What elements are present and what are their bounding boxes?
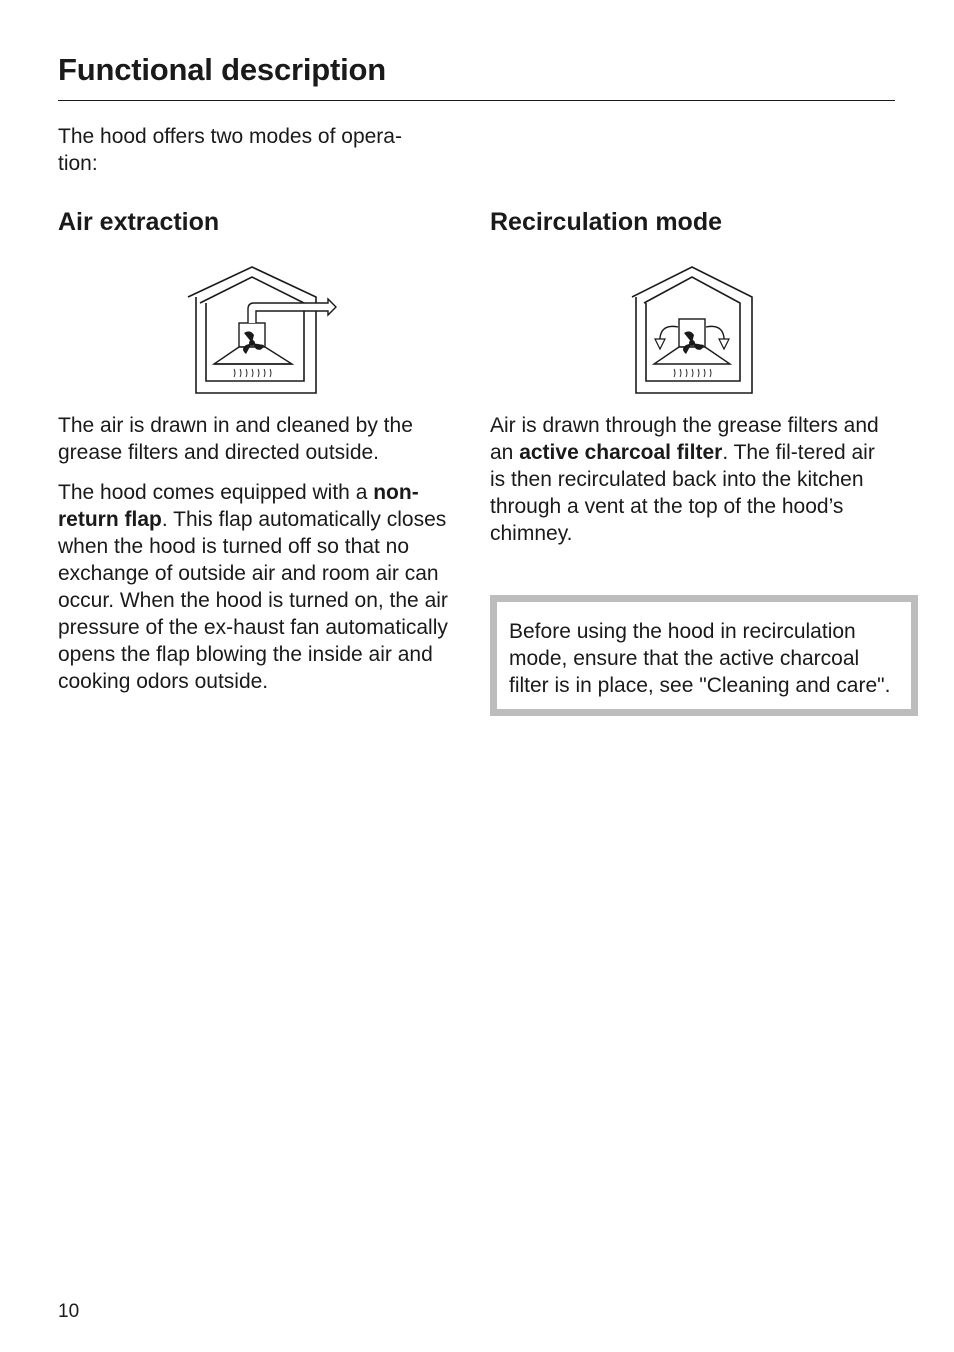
page-title: Functional description xyxy=(58,52,387,87)
air-extraction-section xyxy=(58,205,463,693)
house-hood-air-extraction-icon xyxy=(184,263,464,395)
title-divider xyxy=(58,100,895,101)
note-text: Before using the hood in recirculation mode, ensure that the active charcoal filter is in place, see "Cleaning and care". xyxy=(509,620,891,697)
intro-text: The hood offers two modes of opera- tion: xyxy=(58,125,402,175)
house-hood-recirculation-icon xyxy=(628,263,758,395)
note-box xyxy=(490,595,918,716)
page-number: 10 xyxy=(58,1301,80,1322)
non-return-flap-term: non-return flap xyxy=(58,481,419,531)
air-extraction-heading: Air extraction xyxy=(58,208,220,236)
air-extraction-paragraph-1: The air is drawn in and cleaned by the grease filters and directed outside. xyxy=(58,414,413,464)
recirculation-heading: Recirculation mode xyxy=(490,208,722,236)
active-charcoal-filter-term: active charcoal filter xyxy=(519,441,723,464)
air-extraction-text xyxy=(58,412,463,695)
recirculation-section xyxy=(490,205,895,545)
recirculation-text xyxy=(490,412,895,547)
recirculation-paragraph-1: Air is drawn through the grease filters and an active charcoal filter. The fil-tered air is then recirculated back into the kitchen through a vent at the top of the hood’s chimney. xyxy=(490,414,879,545)
air-extraction-paragraph-2: The hood comes equipped with a non-return flap. This flap automatically closes when the hood is turned off so that no exchange of outside air and room air can occur. When the hood is turned on, the air pressure of the ex-haust fan automatically opens the flap blowing the inside air and cooking odors outside. xyxy=(58,481,448,693)
